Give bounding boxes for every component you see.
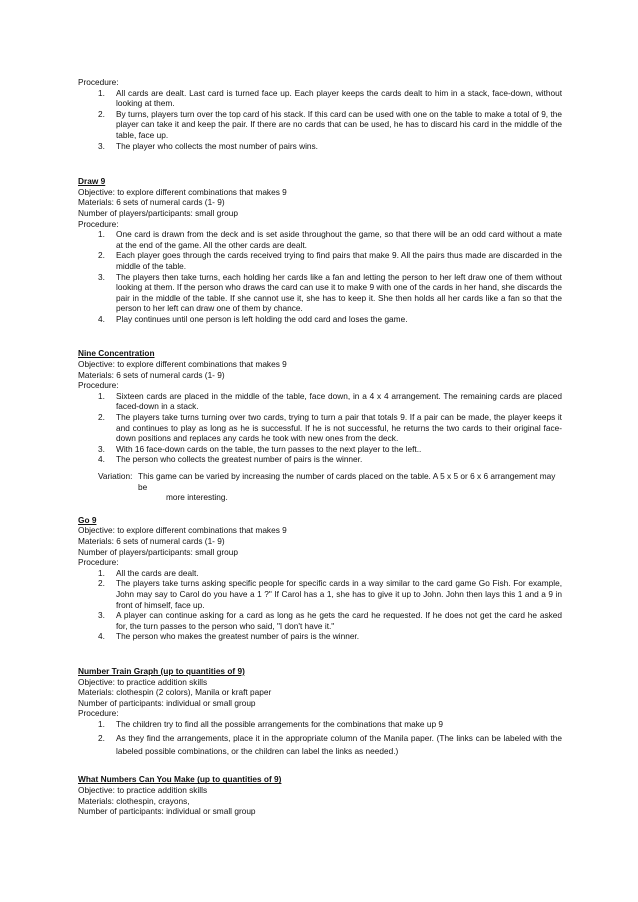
section-title-what-numbers: What Numbers Can You Make (up to quantities of 9) [78, 774, 282, 785]
list-item: 4. The person who makes the greatest number of pairs is the winner. [98, 631, 360, 642]
section-title-draw9: Draw 9 [78, 176, 106, 187]
variation-note [98, 471, 562, 503]
list-item: 2. The players take turns asking specific people for specific cards in a way similar to the card game Go Fish. For example, John may say to Carol do you have a 1 ?" If Carol has a 1, she has to give it up to John. John then lays this 1 and a 9 in front of himself, face up. [98, 578, 562, 610]
objective: Objective: to practice addition skills [78, 676, 208, 687]
procedure-label: Procedure: [78, 77, 119, 87]
procedure-label: Procedure: [78, 380, 119, 391]
list-item: 2. The players take turns turning over two cards, trying to turn a pair that totals 9. If a pair can be made, the player keeps it and continues to play as long as he is successful. If he is not successful, he returns the two cards to their original face-down positions and replaces any cards he took with new ones from the deck. [98, 412, 562, 444]
list-item: 1. Sixteen cards are placed in the middle of the table, face down, in a 4 x 4 arrangement. The remaining cards are placed faced-down in a stack. [98, 390, 562, 412]
list-item: 1. The children try to find all the possible arrangements for the combinations that make up 9 [98, 718, 443, 729]
players: Number of players/participants: small group [78, 207, 239, 218]
list-item: 3. With 16 face-down cards on the table, the turn passes to the next player to the left.. [98, 443, 422, 454]
section-title-nine-concentration: Nine Concentration [78, 348, 155, 359]
variation-text-cont: more interesting. [166, 492, 228, 503]
variation-label: Variation: [98, 471, 133, 481]
materials: Materials: clothespin, crayons, [78, 795, 190, 806]
number-train-steps [78, 719, 562, 759]
section-title-number-train: Number Train Graph (up to quantities of 9) [78, 665, 245, 676]
procedure-label: Procedure: [78, 708, 119, 719]
list-item: 1. All cards are dealt. Last card is turned face up. Each player keeps the cards dealt to him in a stack, face-down, without looking at them. [98, 87, 562, 109]
objective: Objective: to explore different combinations that makes 9 [78, 359, 287, 370]
list-item: 2. As they find the arrangements, place it in the appropriate column of the Manila paper. (The links can be labeled with the labeled possible combinations, or the children can label the links as needed.) [98, 733, 562, 757]
procedure-label: Procedure: [78, 557, 119, 568]
section-title-go9: Go 9 [78, 514, 97, 525]
procedure-label: Procedure: [78, 218, 119, 229]
participants: Number of participants: individual or small group [78, 697, 256, 708]
draw9-steps [78, 229, 562, 324]
participants: Number of participants: individual or small group [78, 806, 256, 817]
variation-text: This game can be varied by increasing the number of cards placed on the table. A 5 x 5 or 6 x 6 arrangement may be [138, 471, 556, 492]
players: Number of players/participants: small group [78, 546, 239, 557]
materials: Materials: clothespin (2 colors), Manila or kraft paper [78, 687, 272, 698]
list-item: 4. Play continues until one person is left holding the odd card and loses the game. [98, 313, 408, 324]
list-item: 2. Each player goes through the cards received trying to find pairs that make 9. All the pairs thus made are discarded in the middle of the table. [98, 250, 562, 271]
nine-concentration-steps [78, 391, 562, 465]
objective: Objective: to practice addition skills [78, 785, 208, 796]
document-page [78, 77, 562, 817]
intro-steps [78, 88, 562, 152]
materials: Materials: 6 sets of numeral cards (1- 9) [78, 535, 225, 546]
objective: Objective: to explore different combinations that makes 9 [78, 186, 287, 197]
list-item: 3. A player can continue asking for a card as long as he gets the card he requested. If he does not get the card he asked for, the turn passes to the person who said, "I don't have it." [98, 610, 562, 631]
list-item: 3. The players then take turns, each holding her cards like a fan and letting the person to her left draw one of them without looking at them. If the person who draws the card can use it to make 9 with one of the cards in her hand, she discards the pair in the middle of the table. If she cannot use it, she has to keep it. She then holds all her cards like a fan so that the person to her left can draw one of them by chance. [98, 271, 562, 314]
go9-steps [78, 568, 562, 642]
list-item: 1. One card is drawn from the deck and is set aside throughout the game, so that there will be an odd card without a mate at the end of the game. All the other cards are dealt. [98, 229, 562, 250]
list-item: 2. By turns, players turn over the top card of his stack. If this card can be used with one on the table to make a total of 9, the player can take it and keep the pair. If there are no cards that can be used, he has to discard his card in the middle of the table, face up. [98, 108, 562, 140]
list-item: 4. The person who collects the greatest number of pairs is the winner. [98, 454, 363, 465]
list-item: 3. The player who collects the most number of pairs wins. [98, 140, 318, 151]
objective: Objective: to explore different combinations that makes 9 [78, 525, 287, 536]
list-item: 1. All the cards are dealt. [98, 567, 199, 578]
materials: Materials: 6 sets of numeral cards (1- 9) [78, 197, 225, 208]
materials: Materials: 6 sets of numeral cards (1- 9) [78, 369, 225, 380]
